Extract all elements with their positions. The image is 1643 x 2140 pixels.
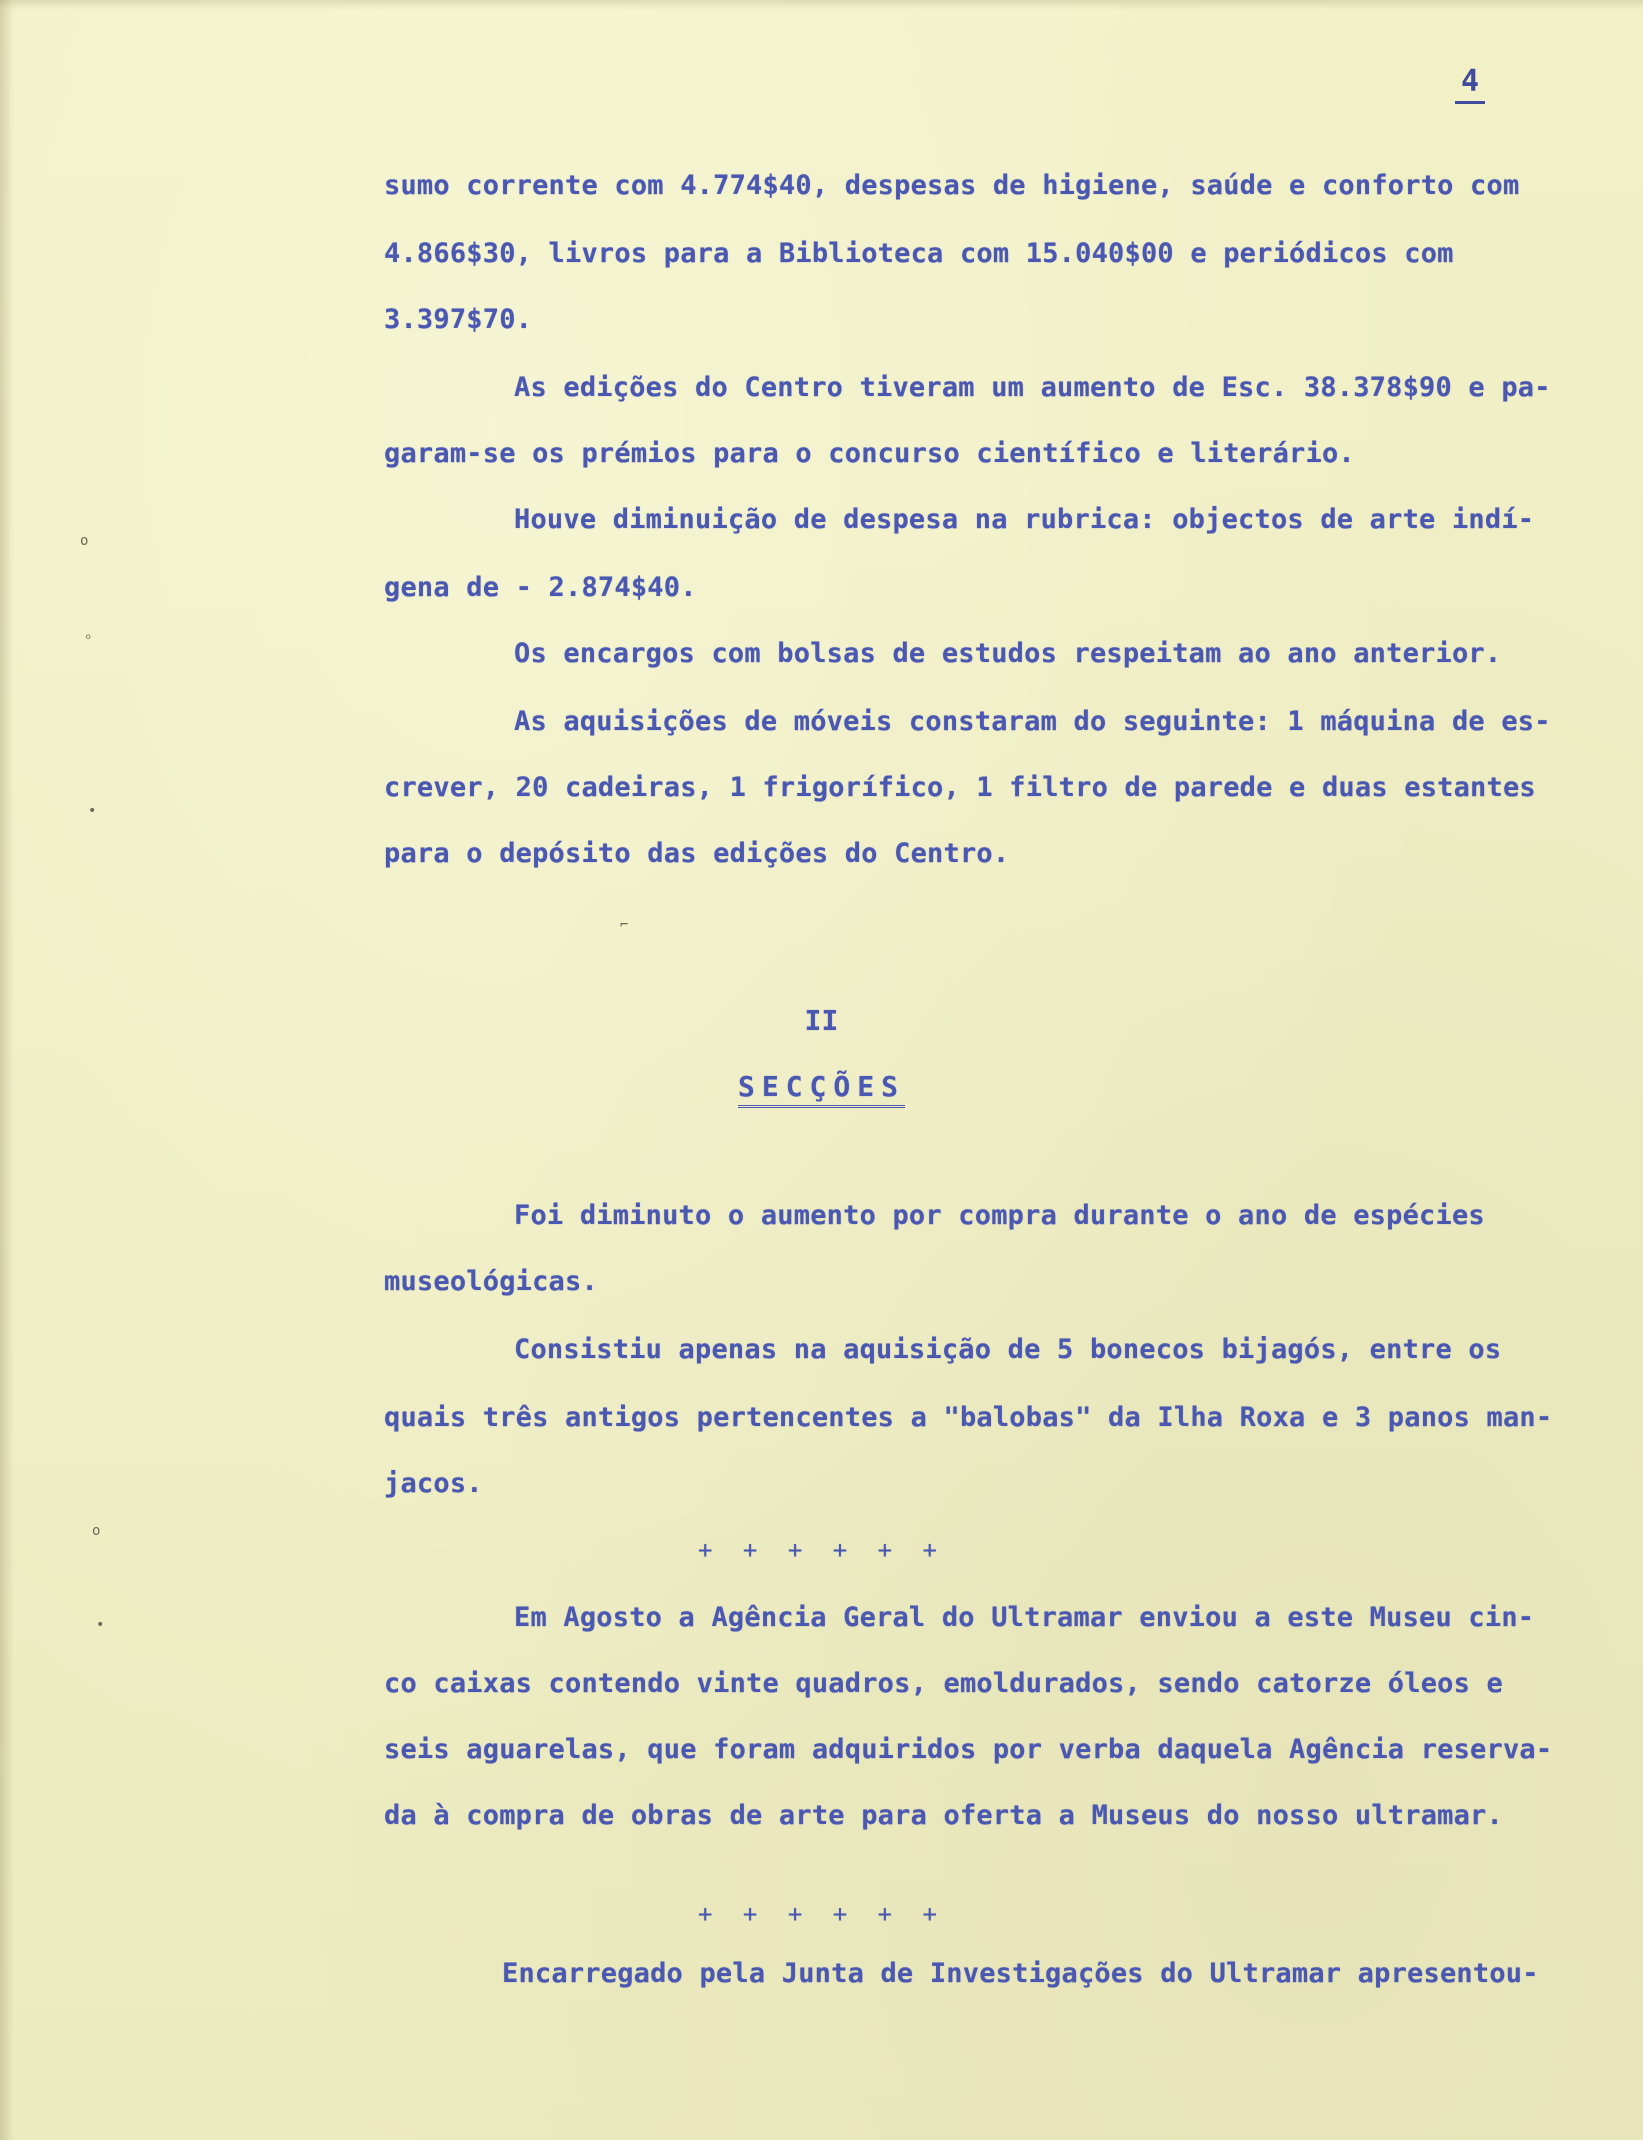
binder-hole-mark: • [88, 803, 97, 819]
section-title: SECÇÕES [738, 1070, 905, 1108]
text-line: co caixas contendo vinte quadros, emoldurados, sendo catorze óleos e [384, 1668, 1503, 1699]
text-line: seis aguarelas, que foram adquiridos por verba daquela Agência reserva- [384, 1734, 1553, 1765]
text-line: Consistiu apenas na aquisição de 5 bonecos bijagós, entre os [514, 1334, 1502, 1365]
text-line: Os encargos com bolsas de estudos respeitam ao ano anterior. [514, 638, 1502, 669]
stray-mark: ⌐ [620, 917, 629, 933]
section-separator: + + + + + + [698, 1536, 945, 1564]
text-line: Houve diminuição de despesa na rubrica: objectos de arte indí- [514, 504, 1535, 535]
text-line: para o depósito das edições do Centro. [384, 838, 1010, 869]
section-separator: + + + + + + [698, 1900, 945, 1928]
binder-hole-mark: • [96, 1617, 105, 1633]
text-line: crever, 20 cadeiras, 1 frigorífico, 1 filtro de parede e duas estantes [384, 772, 1536, 803]
page-top-shadow [0, 0, 1643, 10]
text-line: 3.397$70. [384, 304, 533, 335]
binder-hole-mark: o [80, 533, 89, 549]
page-number: 4 [1455, 64, 1485, 104]
binder-hole-mark: ₒ [84, 627, 93, 643]
text-line: jacos. [384, 1468, 483, 1499]
text-line: Encarregado pela Junta de Investigações do Ultramar apresentou- [502, 1958, 1539, 1989]
section-heading [0, 1070, 1643, 1108]
text-line: sumo corrente com 4.774$40, despesas de higiene, saúde e conforto com [384, 170, 1520, 201]
text-line: Foi diminuto o aumento por compra durante o ano de espécies [514, 1200, 1485, 1231]
section-number: II [804, 1004, 839, 1037]
text-line: da à compra de obras de arte para oferta a Museus do nosso ultramar. [384, 1800, 1503, 1831]
text-line: gena de - 2.874$40. [384, 572, 697, 603]
binder-hole-mark: o [92, 1523, 101, 1539]
text-line: As edições do Centro tiveram um aumento de Esc. 38.378$90 e pa- [514, 372, 1551, 403]
text-line: As aquisições de móveis constaram do seguinte: 1 máquina de es- [514, 706, 1551, 737]
text-line: quais três antigos pertencentes a "balobas" da Ilha Roxa e 3 panos man- [384, 1402, 1553, 1433]
text-line: museológicas. [384, 1266, 598, 1297]
text-line: 4.866$30, livros para a Biblioteca com 15.040$00 e periódicos com [384, 238, 1454, 269]
text-line: garam-se os prémios para o concurso científico e literário. [384, 438, 1355, 469]
text-line: Em Agosto a Agência Geral do Ultramar enviou a este Museu cin- [514, 1602, 1535, 1633]
